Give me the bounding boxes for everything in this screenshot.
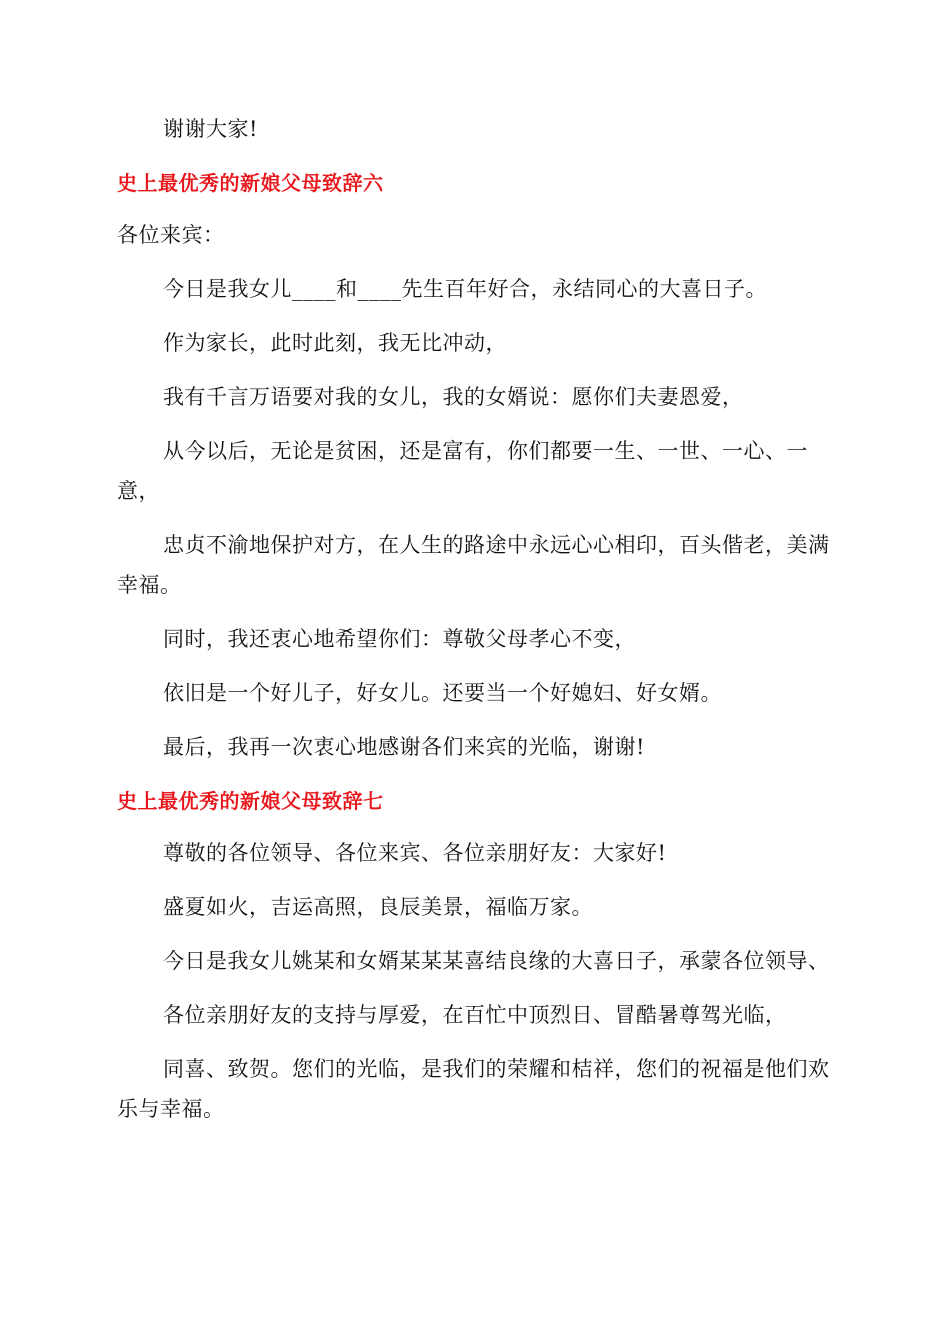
section-7-paragraph: 各位亲朋好友的支持与厚爱，在百忙中顶烈日、冒酷暑尊驾光临，	[163, 1003, 787, 1027]
intro-closing-line: 谢谢大家!	[163, 117, 258, 141]
section-7-paragraph: 同喜、致贺。您们的光临，是我们的荣耀和桔祥，您们的祝福是他们欢乐与幸福。	[117, 1057, 830, 1121]
section-7-salutation: 尊敬的各位领导、各位来宾、各位亲朋好友：大家好!	[163, 841, 667, 865]
section-6-paragraph: 依旧是一个好儿子，好女儿。还要当一个好媳妇、好女婿。	[163, 681, 722, 705]
section-6-paragraph: 我有千言万语要对我的女儿，我的女婿说：愿你们夫妻恩爱，	[163, 385, 744, 409]
section-7-heading: 史上最优秀的新娘父母致辞七	[117, 789, 384, 813]
section-6-paragraph: 忠贞不渝地保护对方，在人生的路途中永远心心相印，百头偕老，美满幸福。	[117, 533, 830, 597]
section-7-paragraph: 盛夏如火，吉运高照，良辰美景，福临万家。	[163, 895, 593, 919]
section-6-paragraph: 作为家长，此时此刻，我无比冲动，	[163, 331, 507, 355]
section-6-paragraph: 从今以后，无论是贫困，还是富有，你们都要一生、一世、一心、一意，	[117, 439, 808, 503]
document-body	[117, 109, 837, 1143]
section-6-salutation: 各位来宾：	[117, 223, 225, 247]
section-6-paragraph: 今日是我女儿____和____先生百年好合，永结同心的大喜日子。	[163, 277, 767, 301]
section-6-paragraph: 最后，我再一次衷心地感谢各们来宾的光临，谢谢!	[163, 735, 645, 759]
section-7-paragraph: 今日是我女儿姚某和女婿某某某喜结良缘的大喜日子，承蒙各位领导、	[163, 949, 830, 973]
section-6-paragraph: 同时，我还衷心地希望你们：尊敬父母孝心不变，	[163, 627, 636, 651]
section-6-heading: 史上最优秀的新娘父母致辞六	[117, 171, 384, 195]
